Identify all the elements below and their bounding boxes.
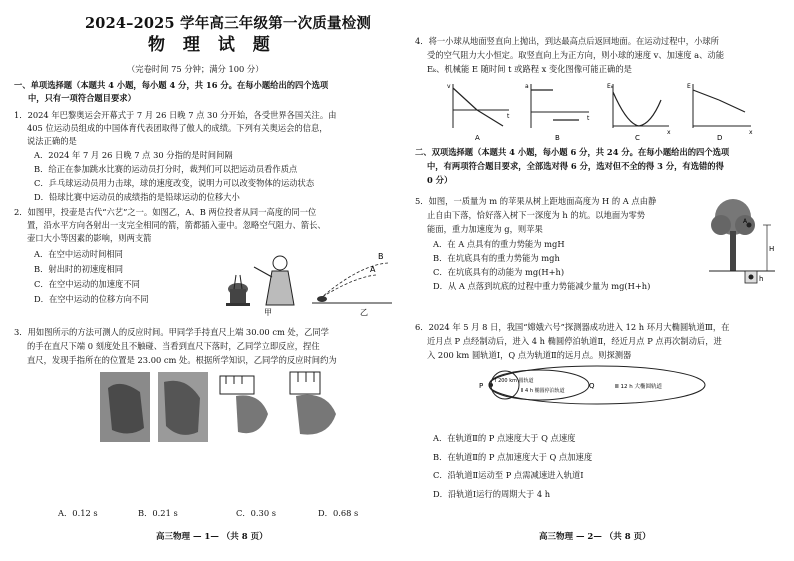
q1-stem-line1: 1．2024 年巴黎奥运会开幕式于 7 月 26 日晚 7 点 30 分开始，各受世界各国关注。由: [14, 110, 337, 120]
q2-figure: [210, 245, 395, 317]
q2-stem-line1: 2．如图甲，投壶是古代“六艺”之一。如图乙，A、B 两位投者从同一高度的同一位: [14, 207, 317, 217]
q5-figure: [709, 195, 779, 290]
q6-option-b: B．在轨道Ⅱ的 P 点加速度大于 Q 点加速度: [433, 452, 593, 462]
q4-stem-line2: 受的空气阻力大小恒定。取竖直向上为正方向，则小球的速度 v、加速度 a、动能: [427, 50, 725, 60]
q1-option-d: D．铅球比赛中运动员的成绩指的是铅球运动的位移大小: [34, 192, 240, 202]
q1-stem-line2: 405 位运动员组成的中国体育代表团取得了傲人的成绩。下列有关奥运会的信息，: [27, 123, 328, 133]
ruler-hand-2: [290, 372, 336, 435]
q3-stem-line1: 3．用如图所示的方法可测人的反应时间。甲同学手持直尺上端 30.00 cm 处，乙同学: [14, 327, 329, 337]
label-b: B: [378, 252, 384, 261]
label-yi: 乙: [360, 308, 368, 317]
pot-thrower-illustration: [226, 256, 294, 306]
hand-photo-2: [158, 372, 208, 442]
label-orbit-3: Ⅲ 12 h 大椭圆轨道: [615, 384, 663, 390]
q6-option-d: D．沿轨道Ⅰ运行的周期大于 4 h: [433, 489, 551, 499]
q6-option-a: A．在轨道Ⅱ的 P 点速度大于 Q 点速度: [433, 433, 576, 443]
q6-orbit-figure: [477, 362, 717, 408]
q5-stem-line1: 5．如图，一质量为 m 的苹果从树上距地面高度为 H 的 A 点由静: [415, 196, 657, 206]
label-point-a: A: [743, 218, 748, 225]
section2-heading: 二、双项选择题（本题共 4 小题，每小题 6 分，共 24 分。在每小题给出的四个选项: [415, 147, 730, 157]
q4-graphs: [447, 80, 777, 142]
label-h: h: [759, 275, 764, 283]
q6-option-c: C．沿轨道Ⅱ运动至 P 点需减速进入轨道Ⅰ: [433, 470, 584, 480]
svg-text:a: a: [525, 83, 529, 90]
graph-c: [607, 83, 671, 136]
label-h-cap: H: [769, 245, 775, 253]
graph-label-b: B: [555, 134, 560, 142]
subject-title: 物 理 试 题: [148, 35, 276, 55]
q3-option-b: B．0.21 s: [138, 508, 178, 518]
section2-heading-cont2: 0 分）: [427, 175, 453, 185]
graph-d: [687, 83, 753, 136]
q5-stem-line3: 能面，重力加速度为 g，则苹果: [427, 224, 543, 234]
label-q: Q: [589, 382, 595, 390]
q3-option-d: D．0.68 s: [318, 508, 359, 518]
label-p: P: [479, 382, 484, 390]
q3-stem-line2: 的手在直尺下端 0 刻度处且不触碰、当看到直尺下落时，乙同学立即反应，捏住: [27, 341, 320, 351]
tree-illustration: [709, 199, 775, 283]
q4-stem-line1: 4．将一小球从地面竖直向上抛出，到达最高点后返回地面。在运动过程中，小球所: [415, 36, 719, 46]
right-page: [397, 0, 794, 561]
label-orbit-1: Ⅰ 200 km 圆轨道: [495, 378, 534, 384]
q5-option-c: C．在坑底具有的动能为 mg(H+h): [433, 267, 565, 277]
q3-stem-line3: 直尺，发现手指所在的位置是 23.00 cm 处。根据所学知识，乙同学的反应时间约为: [27, 355, 337, 365]
q2-stem-line2: 置，沿水平方向各射出一支完全相同的箭，箭都插入壶中。忽略空气阻力、箭长、: [27, 220, 326, 230]
q1-stem-line3: 说法正确的是: [27, 136, 77, 146]
svg-text:t: t: [507, 113, 510, 120]
label-orbit-2: Ⅱ 4 h 椭圆停泊轨道: [521, 388, 565, 394]
svg-text:Eₖ: Eₖ: [607, 83, 614, 90]
svg-text:v: v: [447, 83, 451, 90]
q1-option-b: B．给正在参加跳水比赛的运动员打分时，裁判们可以把运动员看作质点: [34, 164, 298, 174]
q3-figure: [100, 368, 360, 448]
svg-text:t: t: [587, 115, 590, 122]
q2-option-a: A．在空中运动时间相同: [34, 249, 123, 259]
graph-b: [525, 83, 590, 128]
q1-option-a: A．2024 年 7 月 26 日晚 7 点 30 分指的是时间间隔: [34, 150, 233, 160]
graph-a: [447, 83, 510, 128]
graph-label-c: C: [635, 134, 640, 142]
q5-option-a: A．在 A 点具有的重力势能为 mgH: [433, 239, 565, 249]
q2-option-d: D．在空中运动的位移方向不同: [34, 294, 149, 304]
graph-label-d: D: [717, 134, 723, 142]
q3-option-a: A．0.12 s: [58, 508, 98, 518]
hand-photo-1: [100, 372, 150, 442]
graph-label-a: A: [475, 134, 480, 142]
ruler-hand-1: [220, 376, 268, 433]
q1-option-c: C．乒乓球运动员用力击球，球的速度改变，说明力可以改变物体的运动状态: [34, 178, 315, 188]
q5-option-b: B．在坑底具有的重力势能为 mgh: [433, 253, 560, 263]
page-footer-2: 高三物理 — 2— （共 8 页）: [539, 532, 651, 542]
q5-stem-line2: 止自由下落，恰好落入树下一深度为 h 的坑。以地面为零势: [427, 210, 646, 220]
section2-heading-cont: 中，有两项符合题目要求，全部选对得 6 分，选对但不全的得 3 分，有选错的得: [427, 161, 724, 171]
section1-heading: 一、单项选择题（本题共 4 小题，每小题 4 分，共 16 分。在每小题给出的四个选项: [14, 80, 329, 90]
q2-stem-line3: 壶口大小等因素的影响，则两支箭: [27, 233, 152, 243]
svg-text:x: x: [749, 129, 753, 136]
q6-stem-line3: 入 200 km 圆轨道Ⅰ，Q 点为轨道Ⅱ的远月点。则探测器: [427, 350, 632, 360]
section1-heading-cont: 中，只有一项符合题目要求）: [28, 93, 136, 103]
arrow-trajectories: [312, 263, 392, 303]
q6-stem-line2: 近月点 P 点经制动后，进入 4 h 椭圆停泊轨道Ⅱ，经近月点 P 点再次制动后，进: [427, 336, 722, 346]
q4-stem-line3: Eₖ、机械能 E 随时间 t 或路程 x 变化图像可能正确的是: [427, 64, 632, 74]
label-a: A: [370, 265, 376, 274]
q2-option-b: B．射出时的初速度相同: [34, 264, 124, 274]
svg-text:E: E: [687, 83, 691, 90]
svg-text:x: x: [667, 129, 671, 136]
q2-option-c: C．在空中运动的加速度不同: [34, 279, 140, 289]
header-title: 2024–2025 学年高三年级第一次质量检测: [85, 15, 372, 32]
label-jia: 甲: [264, 308, 272, 317]
q3-option-c: C．0.30 s: [236, 508, 277, 518]
exam-info: （完卷时间 75 分钟；满分 100 分）: [127, 64, 264, 74]
q5-option-d: D．从 A 点落到坑底的过程中重力势能减少量为 mg(H+h): [433, 281, 651, 291]
q6-stem-line1: 6．2024 年 5 月 8 日，我国“嫦娥六号”探测器成功进入 12 h 环月大椭圆轨道Ⅲ，在: [415, 322, 730, 332]
page-footer-1: 高三物理 — 1— （共 8 页）: [156, 532, 268, 542]
